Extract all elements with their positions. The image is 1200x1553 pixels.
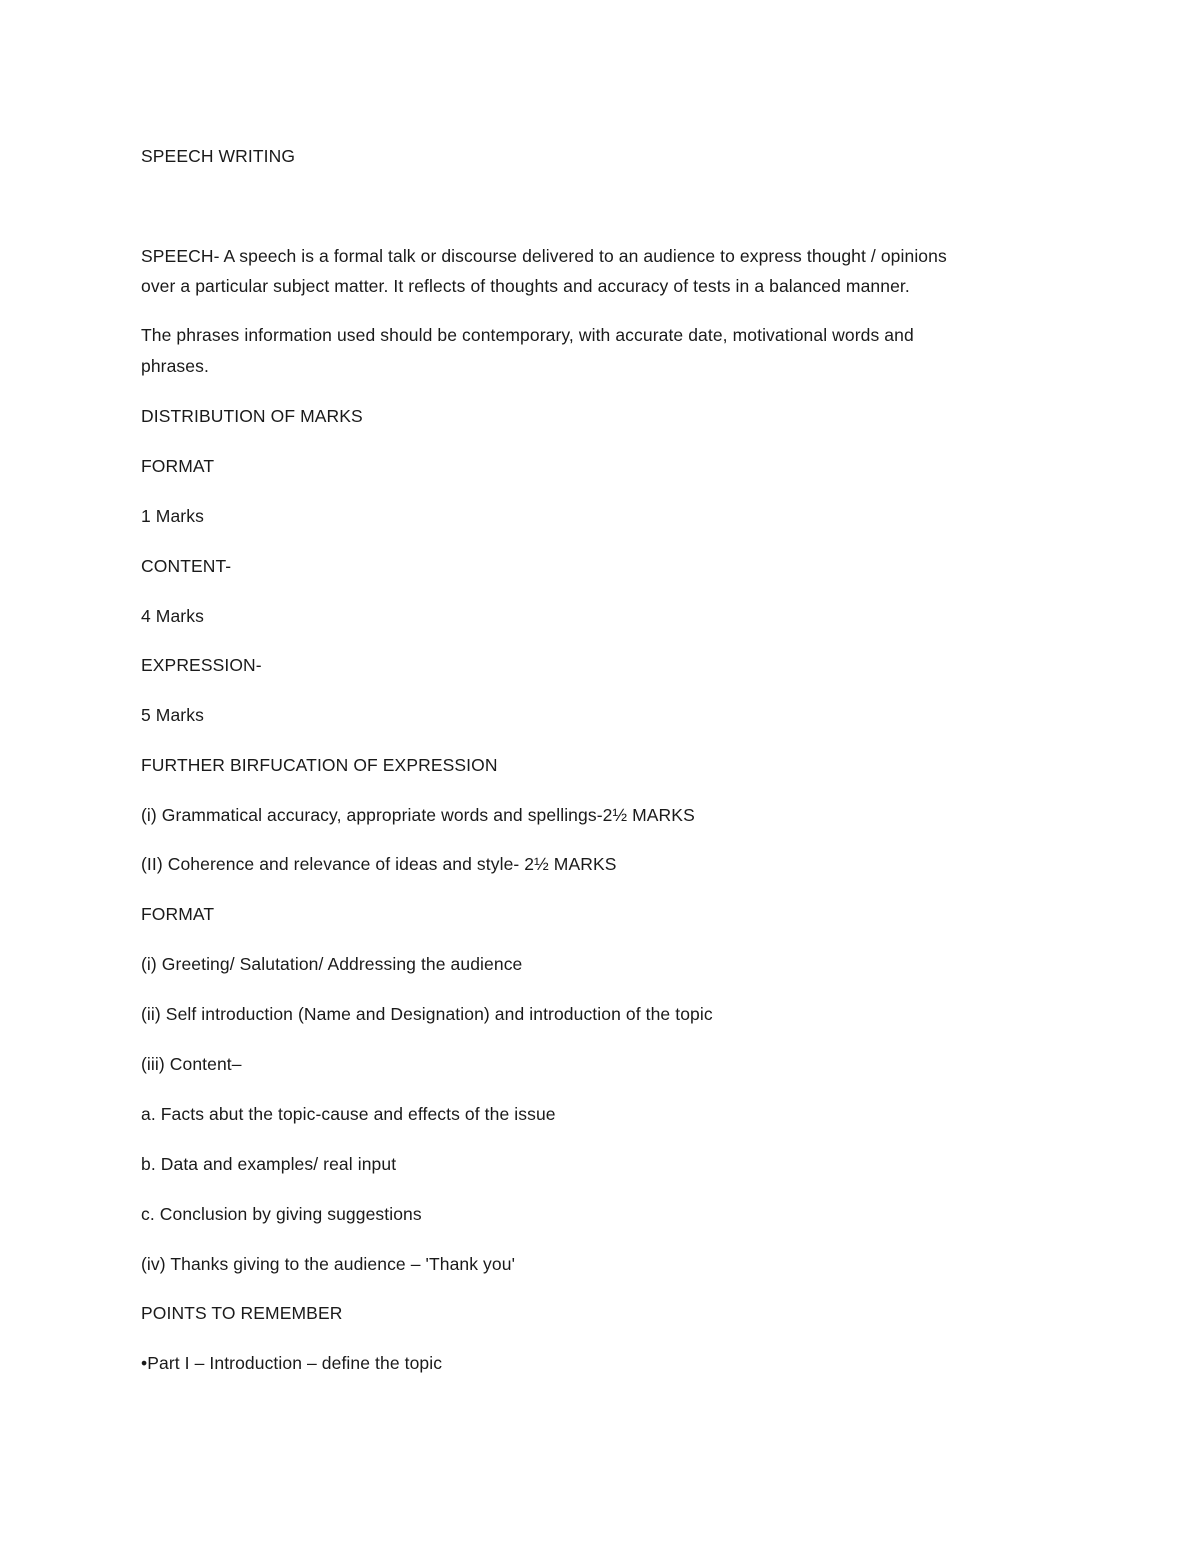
content-item-a: a. Facts abut the topic-cause and effects of the issue [141, 1104, 556, 1124]
format-item-iv: (iv) Thanks giving to the audience – 'Thank you' [141, 1254, 516, 1274]
format-marks: 1 Marks [141, 506, 204, 526]
bifurcation-item-i: (i) Grammatical accuracy, appropriate words and spellings-2½ MARKS [141, 805, 695, 825]
format-label: FORMAT [141, 456, 215, 476]
definition-line-1: SPEECH- A speech is a formal talk or discourse delivered to an audience to express thought / opinions [141, 246, 947, 266]
content-label: CONTENT- [141, 556, 232, 576]
format-item-ii: (ii) Self introduction (Name and Designation) and introduction of the topic [141, 1004, 713, 1024]
content-item-c: c. Conclusion by giving suggestions [141, 1204, 422, 1224]
phrases-line-2: phrases. [141, 356, 209, 376]
bifurcation-item-ii: (II) Coherence and relevance of ideas and style- 2½ MARKS [141, 854, 617, 874]
definition-line-2: over a particular subject matter. It reflects of thoughts and accuracy of tests in a balanced manner. [141, 276, 910, 296]
content-item-b: b. Data and examples/ real input [141, 1154, 397, 1174]
expression-label: EXPRESSION- [141, 655, 262, 675]
format-item-iii: (iii) Content– [141, 1054, 242, 1074]
point-item-1: •Part I – Introduction – define the topic [141, 1353, 443, 1373]
bifurcation-heading: FURTHER BIRFUCATION OF EXPRESSION [141, 755, 498, 775]
distribution-heading: DISTRIBUTION OF MARKS [141, 406, 363, 426]
phrases-line-1: The phrases information used should be contemporary, with accurate date, motivational words and [141, 325, 914, 345]
format-item-i: (i) Greeting/ Salutation/ Addressing the audience [141, 954, 523, 974]
points-heading: POINTS TO REMEMBER [141, 1303, 343, 1323]
expression-marks: 5 Marks [141, 705, 204, 725]
format-heading: FORMAT [141, 904, 215, 924]
document-title: SPEECH WRITING [141, 146, 296, 166]
content-marks: 4 Marks [141, 606, 204, 626]
